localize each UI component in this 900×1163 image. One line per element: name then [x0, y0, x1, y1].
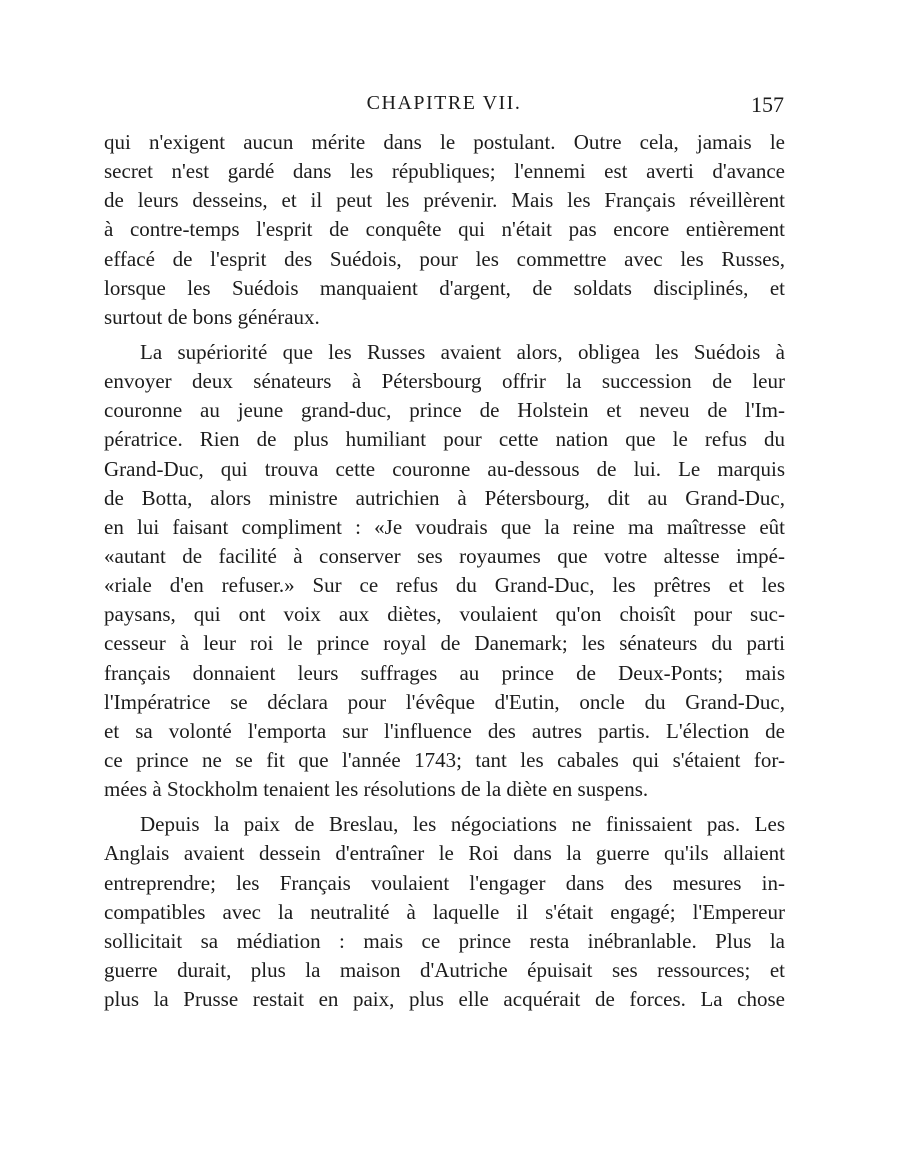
text-line: compatibles avec la neutralité à laquelle il s'était engagé; l'Empereur	[104, 899, 785, 924]
text-line: français donnaient leurs suffrages au prince de Deux-Ponts; mais	[104, 660, 785, 685]
text-line: La supériorité que les Russes avaient alors, obligea les Suédois à	[140, 339, 785, 364]
text-line: de Botta, alors ministre autrichien à Pétersbourg, dit au Grand-Duc,	[104, 485, 785, 510]
text-line: guerre durait, plus la maison d'Autriche épuisait ses ressources; et	[104, 957, 785, 982]
text-line: surtout de bons généraux.	[104, 304, 320, 329]
text-line: secret n'est gardé dans les républiques; l'ennemi est averti d'avance	[104, 159, 785, 184]
text-line: cesseur à leur roi le prince royal de Danemark; les sénateurs du parti	[104, 631, 785, 656]
paragraph-2	[104, 338, 785, 804]
text-line: envoyer deux sénateurs à Pétersbourg offrir la succession de leur	[104, 369, 785, 394]
text-line: plus la Prusse restait en paix, plus elle acquérait de forces. La chose	[104, 987, 785, 1012]
text-line: couronne au jeune grand-duc, prince de Holstein et neveu de l'Im-	[104, 398, 785, 423]
text-line: l'Impératrice se déclara pour l'évêque d'Eutin, oncle du Grand-Duc,	[104, 689, 785, 714]
text-line: lorsque les Suédois manquaient d'argent, de soldats disciplinés, et	[104, 275, 785, 300]
text-line: qui n'exigent aucun mérite dans le postulant. Outre cela, jamais le	[104, 130, 785, 154]
text-line: mées à Stockholm tenaient les résolutions de la diète en suspens.	[104, 777, 649, 802]
running-head	[104, 86, 784, 120]
text-line: entreprendre; les Français voulaient l'engager dans des mesures in-	[104, 870, 785, 895]
text-line: pératrice. Rien de plus humiliant pour cette nation que le refus du	[104, 427, 785, 452]
text-line: en lui faisant compliment : «Je voudrais que la reine ma maîtresse eût	[104, 514, 785, 539]
text-line: «riale d'en refuser.» Sur ce refus du Grand-Duc, les prêtres et les	[104, 573, 785, 598]
text-line: et sa volonté l'emporta sur l'influence des autres partis. L'élection de	[104, 718, 785, 743]
text-line: de leurs desseins, et il peut les prévenir. Mais les Français réveillèrent	[104, 188, 785, 213]
text-line: effacé de l'esprit des Suédois, pour les commettre avec les Russes,	[104, 246, 785, 271]
page-number: 157	[751, 92, 784, 117]
text-line: ce prince ne se fit que l'année 1743; tant les cabales qui s'étaient for-	[104, 747, 785, 772]
text-line: «autant de facilité à conserver ses royaumes que votre altesse impé-	[104, 543, 785, 568]
text-line: à contre-temps l'esprit de conquête qui n'était pas encore entièrement	[104, 217, 785, 242]
paragraph-3	[104, 810, 785, 1014]
paragraph-1	[104, 128, 785, 332]
text-line: sollicitait sa médiation : mais ce prince resta inébranlable. Plus la	[104, 928, 785, 953]
text-line: paysans, qui ont voix aux diètes, voulaient qu'on choisît pour suc-	[104, 602, 785, 627]
chapter-title: CHAPITRE VII.	[366, 92, 522, 114]
body-text	[104, 128, 785, 1014]
text-line: Depuis la paix de Breslau, les négociations ne finissaient pas. Les	[140, 812, 785, 837]
text-line: Anglais avaient dessein d'entraîner le Roi dans la guerre qu'ils allaient	[104, 841, 785, 866]
text-line: Grand-Duc, qui trouva cette couronne au-dessous de lui. Le marquis	[104, 456, 785, 481]
